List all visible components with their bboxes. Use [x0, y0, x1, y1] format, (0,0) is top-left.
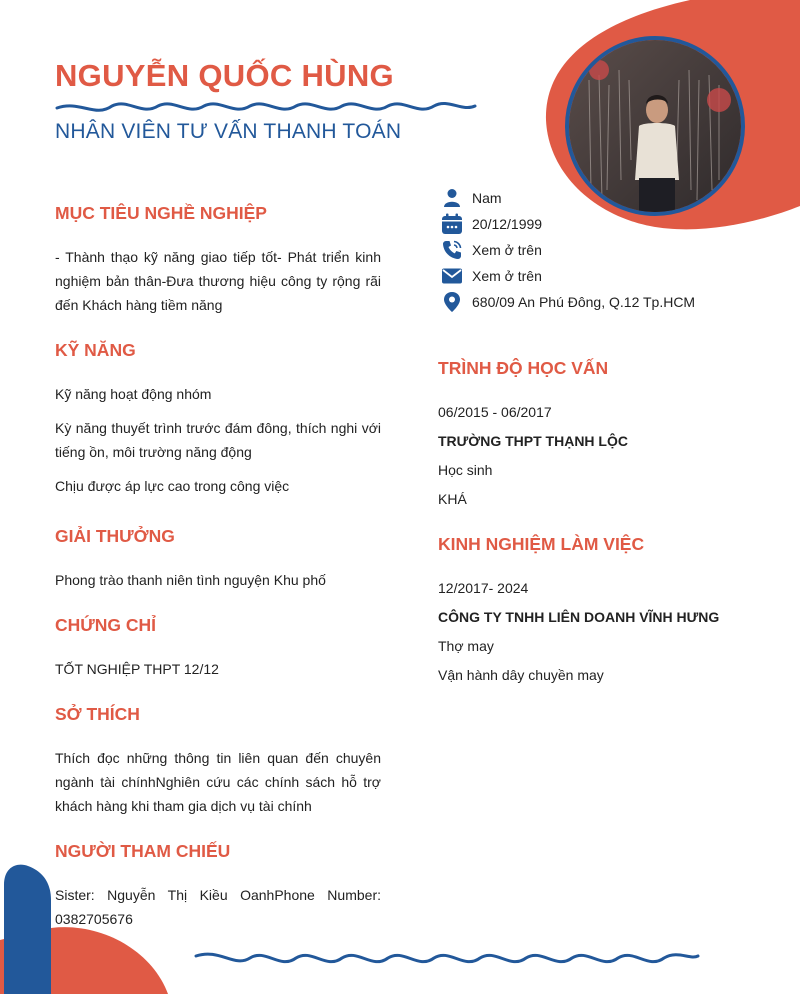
education-grade: KHÁ	[438, 491, 467, 507]
hobbies-text: Thích đọc những thông tin liên quan đến chuyên ngành tài chínhNghiên cứu các chính sách hỗ trợ khách hàng khi tham gia dịch vụ tài chính	[55, 750, 381, 814]
experience-description: Vận hành dây chuyền may	[438, 667, 604, 683]
experience-position: Thợ may	[438, 638, 494, 654]
email-icon	[440, 264, 464, 288]
profile-photo-illustration	[569, 40, 741, 212]
candidate-name: NGUYỄN QUỐC HÙNG	[55, 58, 394, 93]
contact-birthday	[440, 212, 542, 236]
contact-gender	[440, 186, 502, 210]
objective-heading: MỤC TIÊU NGHỀ NGHIỆP	[55, 203, 267, 223]
address-text: 680/09 An Phú Đông, Q.12 Tp.HCM	[472, 294, 696, 310]
contact-phone	[440, 238, 542, 262]
award-item: Phong trào thanh niên tình nguyện Khu phố	[55, 572, 326, 588]
references-text: Sister: Nguyễn Thị Kiều OanhPhone Number: 0382705676	[55, 887, 381, 927]
person-icon	[440, 186, 464, 210]
experience-period: 12/2017- 2024	[438, 580, 529, 596]
education-period: 06/2015 - 06/2017	[438, 404, 552, 420]
bottom-squiggle	[196, 954, 698, 962]
location-pin-icon	[440, 290, 464, 314]
job-title: NHÂN VIÊN TƯ VẤN THANH TOÁN	[55, 120, 402, 143]
certificates-heading: CHỨNG CHỈ	[55, 615, 157, 635]
objective-text: - Thành thạo kỹ năng giao tiếp tốt- Phát triển kinh nghiệm bản thân-Đưa thương hiệu công ty rộng rãi đến Khách hàng tiềm năng	[55, 249, 381, 313]
email-text: Xem ở trên	[472, 268, 542, 284]
hobbies-heading: SỞ THÍCH	[55, 704, 140, 724]
phone-text: Xem ở trên	[472, 242, 542, 258]
skill-item: Chịu được áp lực cao trong công việc	[55, 478, 290, 494]
certificate-item: TỐT NGHIỆP THPT 12/12	[55, 661, 219, 677]
skill-item: Kỳ năng thuyết trình trước đám đông, thích nghi với tiếng ồn, môi trường năng động	[55, 420, 381, 460]
education-role: Học sinh	[438, 462, 493, 478]
skill-item: Kỹ năng hoạt động nhóm	[55, 386, 212, 402]
birthday-text: 20/12/1999	[472, 216, 543, 232]
contact-email	[440, 264, 542, 288]
experience-heading: KINH NGHIỆM LÀM VIỆC	[438, 534, 645, 554]
awards-heading: GIẢI THƯỞNG	[55, 526, 175, 546]
profile-photo	[565, 36, 745, 216]
references-heading: NGƯỜI THAM CHIẾU	[55, 841, 231, 861]
contact-address	[440, 290, 695, 314]
education-heading: TRÌNH ĐỘ HỌC VẤN	[438, 358, 609, 378]
skills-heading: KỸ NĂNG	[55, 340, 136, 360]
calendar-icon	[440, 212, 464, 236]
education-school: TRƯỜNG THPT THẠNH LỘC	[438, 433, 628, 449]
bottom-left-blue-shape	[4, 865, 51, 994]
experience-company: CÔNG TY TNHH LIÊN DOANH VĨNH HƯNG	[438, 609, 720, 625]
name-underline-squiggle	[57, 103, 475, 110]
gender-text: Nam	[472, 190, 502, 206]
phone-icon	[440, 238, 464, 262]
